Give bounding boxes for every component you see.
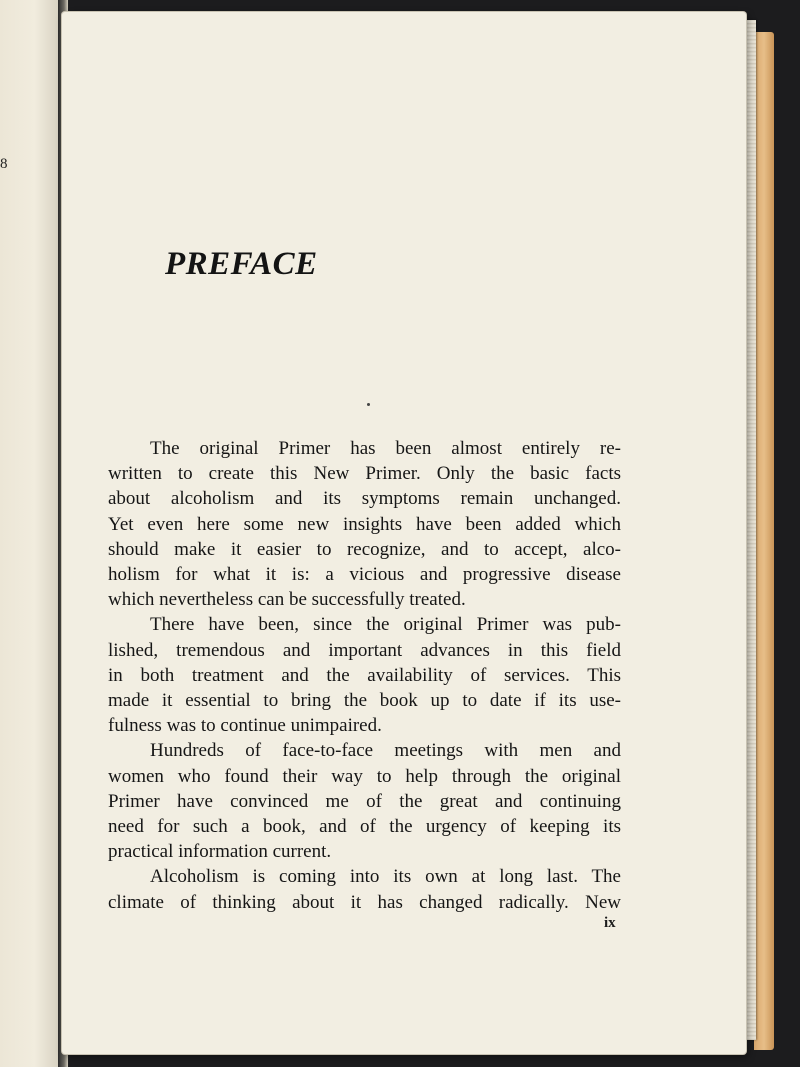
text-line: Yet even here some new insights have been added which [108, 513, 621, 535]
text-line: holism for what it is: a vicious and progressive disease [108, 564, 621, 586]
page-heading: PREFACE [165, 246, 318, 282]
text-line: fulness was to continue unimpaired. [108, 715, 382, 737]
text-line: lished, tremendous and important advances in this field [108, 639, 621, 661]
text-line: Primer have convinced me of the great and continuing [108, 790, 621, 812]
text-line: which nevertheless can be successfully treated. [108, 589, 466, 611]
text-line: climate of thinking about it has changed radically. New [108, 891, 621, 913]
text-line: made it essential to bring the book up to date if its use- [108, 690, 621, 712]
text-line: should make it easier to recognize, and to accept, alco- [108, 538, 621, 560]
paragraph [108, 612, 621, 738]
text-line: in both treatment and the availability of services. This [108, 664, 621, 686]
paragraph [108, 738, 621, 864]
text-line: about alcoholism and its symptoms remain unchanged. [108, 488, 621, 510]
page-number: ix [604, 915, 616, 931]
left-page-edge [0, 0, 60, 1067]
text-line: need for such a book, and of the urgency of keeping its [108, 816, 621, 838]
text-line: There have been, since the original Primer was pub- [150, 614, 621, 636]
text-line: women who found their way to help through the original [108, 765, 621, 787]
text-line: Hundreds of face-to-face meetings with men and [150, 740, 621, 762]
cover-edge [754, 32, 774, 1050]
text-line: written to create this New Primer. Only the basic facts [108, 463, 621, 485]
text-line: practical information current. [108, 841, 332, 863]
paragraph [108, 864, 621, 914]
decorative-dot [367, 403, 370, 406]
paragraph [108, 436, 621, 612]
text-line: The original Primer has been almost entirely re- [150, 438, 621, 459]
body-text [108, 436, 621, 915]
text-line: Alcoholism is coming into its own at long last. The [150, 866, 621, 888]
left-page-number: 8 [0, 156, 8, 172]
